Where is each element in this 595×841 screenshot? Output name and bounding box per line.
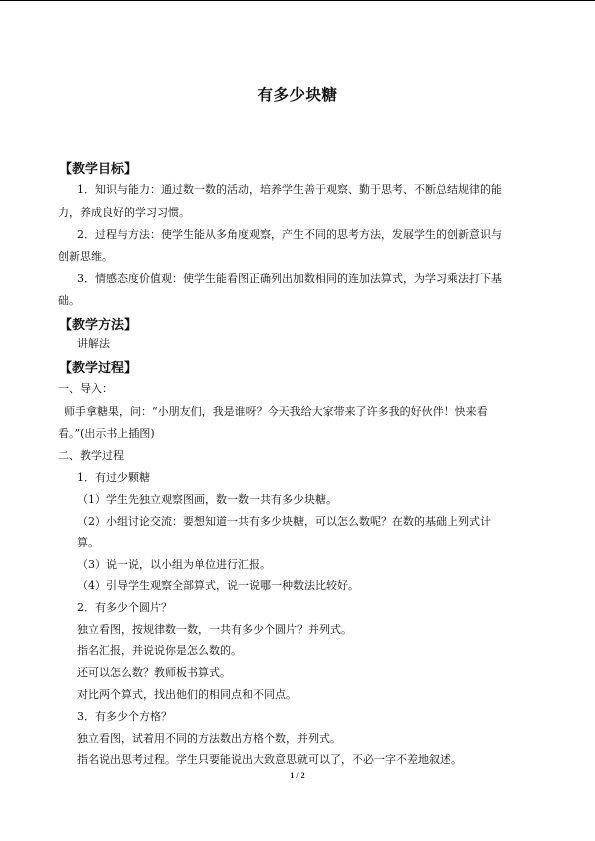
objective-2-line-2: 创新思维。 bbox=[58, 250, 113, 263]
part1-title: 1．有过少颗糖 bbox=[77, 471, 150, 484]
objective-1-line-2: 力，养成良好的学习习惯。 bbox=[58, 206, 190, 219]
intro-line-2: 看。”(出示书上插图) bbox=[58, 427, 155, 440]
page-top-border bbox=[0, 0, 595, 1]
process-title: 二、教学过程 bbox=[58, 449, 124, 462]
part1-item-2: （2）小组讨论交流：要想知道一共有多少块糖，可以怎么数呢？在数的基础上列式计 bbox=[77, 515, 491, 528]
part3-title: 3．有多少个方格？ bbox=[77, 710, 172, 723]
process-heading: 【教学过程】 bbox=[59, 361, 138, 376]
page-number: 1 / 2 bbox=[290, 771, 305, 780]
objective-1-line-1: 1．知识与能力：通过数一数的活动，培养学生善于观察、勤于思考、不断总结规律的能 bbox=[77, 183, 502, 196]
part1-item-1: （1）学生先独立观察图画，数一数一共有多少块糖。 bbox=[77, 493, 337, 506]
part1-item-2-cont: 算。 bbox=[77, 536, 99, 549]
page-title: 有多少块糖 bbox=[257, 86, 338, 104]
part1-item-3: （3）说一说，以小组为单位进行汇报。 bbox=[77, 558, 271, 571]
part2-item-3: 还可以怎么数？教师板书算式。 bbox=[77, 666, 231, 679]
intro-line-1: 师手拿糖果，问：“小朋友们，我是谁呀？今天我给大家带来了许多我的好伙伴！快来看 bbox=[64, 405, 488, 418]
objectives-heading: 【教学目标】 bbox=[59, 162, 138, 177]
methods-heading: 【教学方法】 bbox=[59, 318, 138, 333]
part3-item-2: 指名说出思考过程。学生只要能说出大致意思就可以了，不必一字不差地叙述。 bbox=[77, 753, 462, 766]
objective-3-line-1: 3．情感态度价值观：使学生能看图正确列出加数相同的连加法算式，为学习乘法打下基 bbox=[77, 272, 502, 285]
part2-item-1: 独立看图，按规律数一数，一共有多少个圆片？并列式。 bbox=[77, 623, 352, 636]
objective-2-line-1: 2．过程与方法：使学生能从多角度观察，产生不同的思考方法，发展学生的创新意识与 bbox=[77, 228, 502, 241]
part2-item-4: 对比两个算式，找出他们的相同点和不同点。 bbox=[77, 688, 297, 701]
part2-item-2: 指名汇报，并说说你是怎么数的。 bbox=[77, 644, 242, 657]
part3-item-1: 独立看图，试着用不同的方法数出方格个数，并列式。 bbox=[77, 732, 341, 745]
methods-text: 讲解法 bbox=[77, 337, 110, 350]
part1-item-4: （4）引导学生观察全部算式，说一说哪一种数法比较好。 bbox=[77, 579, 359, 592]
intro-title: 一、导入： bbox=[58, 382, 113, 395]
part2-title: 2．有多少个圆片？ bbox=[77, 601, 172, 614]
objective-3-line-2: 础。 bbox=[58, 294, 80, 307]
